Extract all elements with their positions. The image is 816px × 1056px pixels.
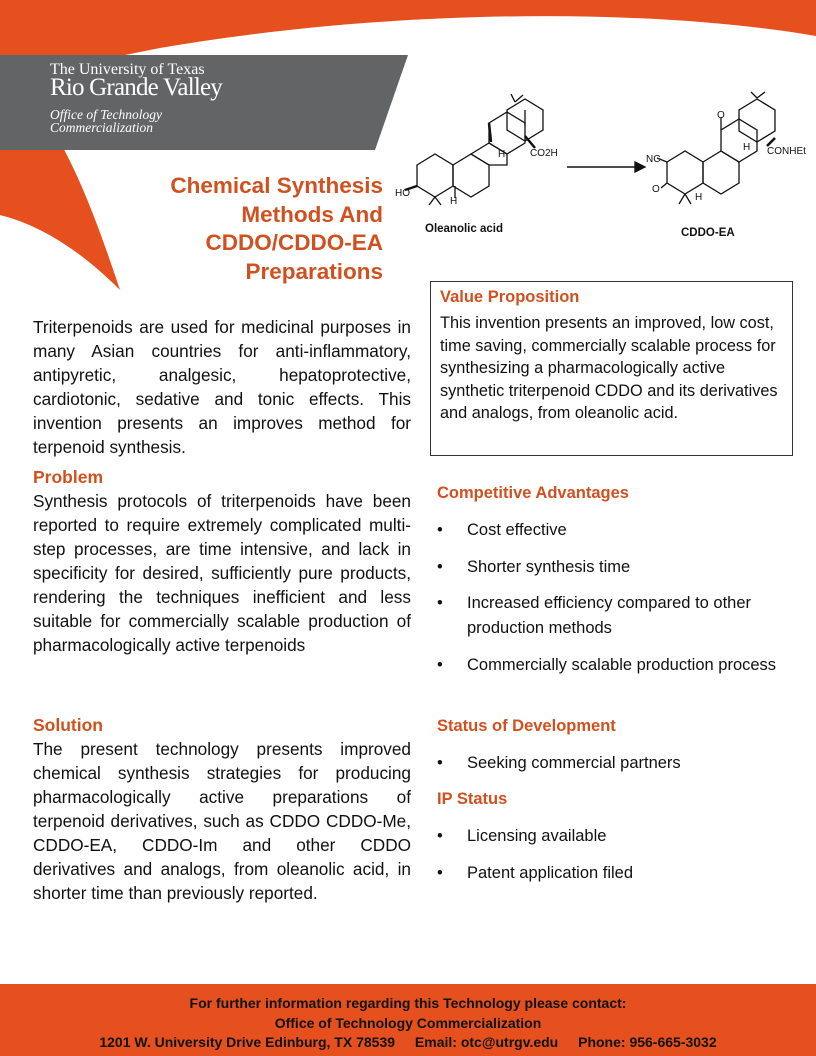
cddo-ea-label: CDDO-EA xyxy=(681,227,735,239)
footer-line-2: Office of Technology Commercialization xyxy=(274,1014,542,1031)
oleanolic-acid-label: Oleanolic acid xyxy=(425,223,503,235)
solution-heading: Solution xyxy=(33,715,103,735)
list-item: • Patent application filed xyxy=(437,861,797,886)
h-label-1: H xyxy=(498,149,506,160)
problem-paragraph: Synthesis protocols of triterpenoids have been reported to require extremely complicated multi-step processes, are time intensive, and lack in specificity for desired, sufficiently pure products, rendering the techniques inefficient and less suitable for commercially scalable production of pharmacologically active terpenoids xyxy=(33,491,411,655)
h-label-2: H xyxy=(450,196,458,207)
reaction-scheme xyxy=(395,90,810,215)
co2h-label: CO2H xyxy=(530,148,558,159)
logo-line-4: Commercialization xyxy=(50,120,153,135)
cddo-ea-structure xyxy=(657,92,775,204)
title-line-3: CDDO/CDDO-EA xyxy=(205,230,383,255)
footer-email[interactable]: Email: otc@utrgv.edu xyxy=(414,1034,559,1050)
h-label-3: H xyxy=(743,142,751,153)
oleanolic-acid-structure xyxy=(405,94,543,205)
problem-heading: Problem xyxy=(33,467,104,487)
list-item: • Increased efficiency compared to other production methods xyxy=(437,591,797,640)
value-proposition-heading: Value Proposition xyxy=(440,288,580,306)
bullet-icon: • xyxy=(437,754,443,772)
o-label-2: O xyxy=(717,110,725,121)
conhet-label: CONHEt xyxy=(767,146,806,157)
bullet-icon: • xyxy=(437,558,443,576)
footer-line-1: For further information regarding this Technology please contact: xyxy=(189,995,627,1011)
list-item: • Commercially scalable production process xyxy=(437,653,797,678)
footer-phone: Phone: 956-665-3032 xyxy=(578,1034,717,1050)
page-title xyxy=(83,172,383,286)
bullet-icon: • xyxy=(437,864,443,882)
list-item: • Shorter synthesis time xyxy=(437,555,797,580)
value-proposition-box xyxy=(430,281,793,456)
bullet-icon: • xyxy=(437,827,443,845)
intro-paragraph: Triterpenoids are used for medicinal purposes in many Asian countries for anti-inflammatory, antipyretic, analgesic, hepatoprotective, cardiotonic, sedative and tonic effects. This invention presents an improves method for terpenoid synthesis. xyxy=(33,317,411,457)
list-item: • Licensing available xyxy=(437,824,797,849)
contact-footer xyxy=(0,984,816,1056)
logo-line-1: The University of Texas xyxy=(50,61,205,78)
solution-paragraph: The present technology presents improved chemical synthesis strategies for producing pharmacologically active preparations of terpenoid derivatives, such as CDDO CDDO-Me, CDDO-EA, CDDO-Im and other CDDO derivatives and analogs, from oleanolic acid, in shorter time than previously reported. xyxy=(33,739,411,903)
list-item: • Cost effective xyxy=(437,518,797,543)
ip-status-heading: IP Status xyxy=(437,790,508,808)
h-label-4: H xyxy=(695,192,703,203)
footer-contact-row xyxy=(0,1033,816,1053)
ho-label: HO xyxy=(395,188,410,199)
footer-address: 1201 W. University Drive Edinburg, TX 78539 xyxy=(99,1034,396,1050)
status-heading: Status of Development xyxy=(437,717,616,735)
reaction-arrow xyxy=(567,162,645,172)
logo-line-2: Rio Grande Valley xyxy=(50,74,223,101)
o-label-1: O xyxy=(652,184,660,195)
bullet-icon: • xyxy=(437,594,443,612)
competitive-advantages-heading: Competitive Advantages xyxy=(437,484,629,502)
title-line-4: Preparations xyxy=(245,258,383,284)
title-line-1: Chemical Synthesis xyxy=(170,173,383,198)
value-proposition-text: This invention presents an improved, low cost, time saving, commercially scalable process for synthesizing a pharmacologically active synthetic triterpenoid CDDO and its derivatives and analogs, from oleanolic acid. xyxy=(440,314,778,423)
bullet-icon: • xyxy=(437,656,443,674)
nc-label: NC xyxy=(646,154,661,165)
logo-line-3: Office of Technology xyxy=(50,107,162,122)
bullet-icon: • xyxy=(437,521,443,539)
list-item: • Seeking commercial partners xyxy=(437,751,797,776)
title-line-2: Methods And xyxy=(241,201,383,227)
